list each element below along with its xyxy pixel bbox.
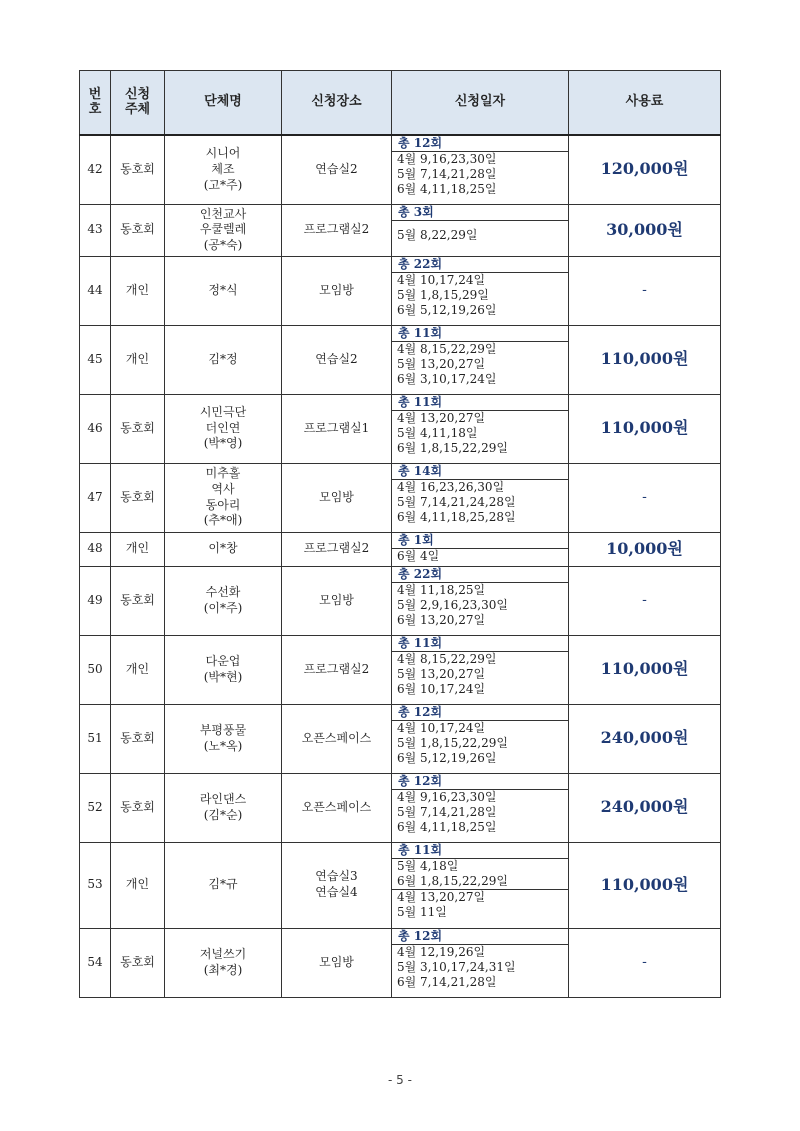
date-line: 4월 8,15,22,29일 (397, 341, 497, 356)
row-fee: - (569, 566, 721, 635)
row-dates (392, 532, 569, 566)
date-line: 5월 7,14,21,24,28일 (397, 494, 516, 509)
header-applicant: 신청 주체 (111, 71, 165, 136)
rental-schedule-table (79, 70, 721, 998)
header-place: 신청장소 (282, 71, 392, 136)
row-applicant: 개인 (111, 325, 165, 394)
date-line: 5월 13,20,27일 (397, 666, 486, 681)
row-fee: 110,000원 (569, 325, 721, 394)
row-place: 프로그램실1 (282, 394, 392, 463)
row-place: 프로그램실2 (282, 204, 392, 256)
row-dates (392, 463, 569, 532)
row-group-name: 시민극단 더인연 (박*영) (165, 394, 282, 463)
row-dates (392, 635, 569, 704)
row-dates (392, 842, 569, 928)
session-total: 총 12회 (392, 136, 568, 152)
row-dates (392, 704, 569, 773)
row-place: 연습실2 (282, 325, 392, 394)
row-number: 54 (80, 928, 111, 997)
row-dates (392, 325, 569, 394)
row-dates (392, 394, 569, 463)
header-no: 번 호 (80, 71, 111, 136)
row-fee: - (569, 928, 721, 997)
row-fee: 240,000원 (569, 773, 721, 842)
session-total: 총 11회 (392, 395, 568, 411)
row-fee: 10,000원 (569, 532, 721, 566)
row-number: 48 (80, 532, 111, 566)
table-row (80, 256, 721, 325)
session-total: 총 12회 (392, 929, 568, 945)
date-line: 5월 13,20,27일 (397, 356, 486, 371)
session-total: 총 11회 (392, 636, 568, 652)
date-line: 4월 9,16,23,30일 (397, 789, 497, 804)
row-applicant: 개인 (111, 532, 165, 566)
session-total: 총 12회 (392, 705, 568, 721)
table-row (80, 463, 721, 532)
row-number: 43 (80, 204, 111, 256)
date-line: 6월 5,12,19,26일 (397, 750, 497, 765)
date-line: 6월 4,11,18,25일 (397, 819, 497, 834)
row-fee: 110,000원 (569, 394, 721, 463)
date-line: 4월 11,18,25일 (397, 582, 486, 597)
row-dates (392, 256, 569, 325)
table-row (80, 325, 721, 394)
row-group-name: 수선화 (이*주) (165, 566, 282, 635)
row-dates (392, 928, 569, 997)
row-group-name: 김*규 (165, 842, 282, 928)
table-row (80, 532, 721, 566)
date-line: 6월 7,14,21,28일 (397, 974, 497, 989)
date-line: 6월 3,10,17,24일 (397, 371, 497, 386)
row-group-name: 이*창 (165, 532, 282, 566)
row-place: 연습실3 연습실4 (282, 842, 392, 928)
table-row (80, 773, 721, 842)
row-dates (392, 566, 569, 635)
header-dates: 신청일자 (392, 71, 569, 136)
row-number: 52 (80, 773, 111, 842)
date-line: 5월 4,11,18일 (397, 425, 478, 440)
row-applicant: 개인 (111, 842, 165, 928)
table-row (80, 566, 721, 635)
page-number: - 5 - (388, 1073, 412, 1087)
row-group-name: 라인댄스 (김*순) (165, 773, 282, 842)
date-line: 5월 3,10,17,24,31일 (397, 959, 516, 974)
row-dates (392, 135, 569, 204)
session-total: 총 11회 (392, 326, 568, 342)
date-line: 5월 7,14,21,28일 (397, 167, 497, 181)
row-number: 45 (80, 325, 111, 394)
row-applicant: 동호회 (111, 773, 165, 842)
table-row (80, 204, 721, 256)
table-body (80, 135, 721, 997)
date-line: 6월 1,8,15,22,29일 (397, 440, 508, 455)
date-line: 5월 2,9,16,23,30일 (397, 597, 508, 612)
row-group-name: 다운업 (박*현) (165, 635, 282, 704)
date-line: 5월 1,8,15,29일 (397, 287, 489, 302)
table-row (80, 928, 721, 997)
session-total: 총 3회 (392, 205, 568, 221)
row-applicant: 동호회 (111, 463, 165, 532)
date-line: 4월 13,20,27일 (392, 889, 568, 905)
row-place: 모임방 (282, 928, 392, 997)
table-row (80, 704, 721, 773)
date-line: 5월 8,22,29일 (397, 227, 478, 242)
session-total: 총 14회 (392, 464, 568, 480)
date-line: 6월 4일 (397, 548, 440, 563)
table-row (80, 135, 721, 204)
row-dates (392, 204, 569, 256)
row-fee: - (569, 463, 721, 532)
session-total: 총 1회 (392, 533, 568, 549)
row-group-name: 미추홀 역사 동아리 (추*애) (165, 463, 282, 532)
date-line: 4월 16,23,26,30일 (397, 479, 505, 494)
row-number: 47 (80, 463, 111, 532)
table-row (80, 635, 721, 704)
header-group: 단체명 (165, 71, 282, 136)
date-line: 4월 10,17,24일 (397, 720, 486, 735)
row-fee: 240,000원 (569, 704, 721, 773)
row-place: 모임방 (282, 256, 392, 325)
date-line: 5월 11일 (397, 904, 447, 919)
row-place: 연습실2 (282, 135, 392, 204)
date-line: 5월 4,18일 (397, 858, 459, 873)
row-group-name: 김*정 (165, 325, 282, 394)
date-line: 4월 13,20,27일 (397, 410, 486, 425)
header-fee: 사용료 (569, 71, 721, 136)
row-applicant: 개인 (111, 635, 165, 704)
table-row (80, 394, 721, 463)
row-applicant: 동호회 (111, 394, 165, 463)
date-line: 4월 9,16,23,30일 (397, 152, 497, 166)
row-place: 오픈스페이스 (282, 773, 392, 842)
row-applicant: 개인 (111, 256, 165, 325)
date-line: 6월 4,11,18,25,28일 (397, 509, 516, 524)
row-place: 모임방 (282, 463, 392, 532)
date-line: 6월 5,12,19,26일 (397, 302, 497, 317)
row-fee: 30,000원 (569, 204, 721, 256)
row-fee: 110,000원 (569, 842, 721, 928)
row-applicant: 동호회 (111, 928, 165, 997)
row-group-name: 인천교사 우쿨렐레 (공*숙) (165, 204, 282, 256)
row-number: 51 (80, 704, 111, 773)
date-line: 4월 10,17,24일 (397, 272, 486, 287)
row-applicant: 동호회 (111, 135, 165, 204)
row-fee: 110,000원 (569, 635, 721, 704)
row-place: 프로그램실2 (282, 635, 392, 704)
row-number: 44 (80, 256, 111, 325)
row-place: 오픈스페이스 (282, 704, 392, 773)
date-line: 6월 13,20,27일 (397, 612, 486, 627)
table-header-row (80, 71, 721, 136)
date-line: 6월 10,17,24일 (397, 681, 486, 696)
row-group-name: 정*식 (165, 256, 282, 325)
session-total: 총 12회 (392, 774, 568, 790)
row-place: 모임방 (282, 566, 392, 635)
row-place: 프로그램실2 (282, 532, 392, 566)
row-group-name: 저널쓰기 (최*경) (165, 928, 282, 997)
date-line: 6월 1,8,15,22,29일 (397, 873, 508, 888)
row-applicant: 동호회 (111, 566, 165, 635)
date-line: 5월 7,14,21,28일 (397, 804, 497, 819)
date-line: 4월 12,19,26일 (397, 944, 486, 959)
row-number: 46 (80, 394, 111, 463)
row-fee: 120,000원 (569, 135, 721, 204)
session-total: 총 22회 (392, 257, 568, 273)
row-number: 50 (80, 635, 111, 704)
session-total: 총 22회 (392, 567, 568, 583)
row-applicant: 동호회 (111, 704, 165, 773)
session-total: 총 11회 (392, 843, 568, 859)
row-number: 53 (80, 842, 111, 928)
date-line: 6월 4,11,18,25일 (397, 182, 497, 196)
date-line: 5월 1,8,15,22,29일 (397, 735, 508, 750)
row-group-name: 시니어 체조 (고*주) (165, 135, 282, 204)
row-number: 49 (80, 566, 111, 635)
date-line: 4월 8,15,22,29일 (397, 651, 497, 666)
row-dates (392, 773, 569, 842)
row-group-name: 부평풍물 (노*옥) (165, 704, 282, 773)
row-applicant: 동호회 (111, 204, 165, 256)
table-row (80, 842, 721, 928)
row-number: 42 (80, 135, 111, 204)
row-fee: - (569, 256, 721, 325)
